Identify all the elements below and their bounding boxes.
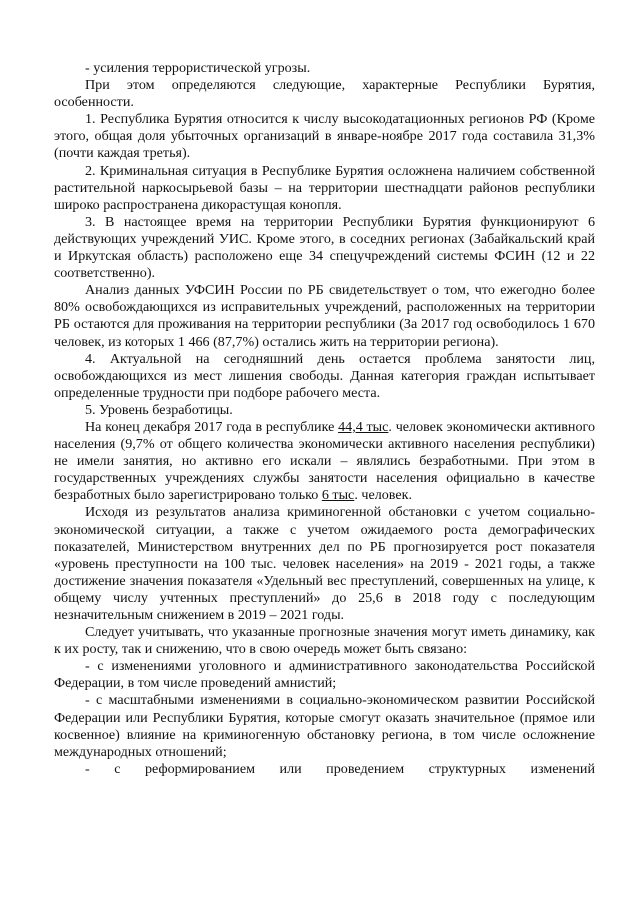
unemployment-figure-registered: 6 тыс <box>321 487 355 504</box>
paragraph-features-intro: При этом определяются следующие, характерные Республики Бурятия, особенности. <box>54 77 595 111</box>
paragraph-reform-changes: - с реформированием или проведением структурных изменений <box>85 760 595 777</box>
paragraph-unemployment <box>54 419 595 504</box>
paragraph-item-1: 1. Республика Бурятия относится к числу высокодатационных регионов РФ (Кроме этого, общая доля убыточных организаций в январе-ноябре 2017 года составила 31,3% (почти каждая третья). <box>54 111 595 162</box>
paragraph-item-4: 4. Актуальной на сегодняшний день остается проблема занятости лиц, освобождающихся из мест лишения свободы. Данная категория граждан испытывает определенные трудности при подборе рабочего места. <box>54 350 595 401</box>
document-body <box>54 60 595 778</box>
paragraph-item-5: 5. Уровень безработицы. <box>85 401 233 418</box>
unemployment-text-1: На конец декабря 2017 года в республике <box>85 418 339 435</box>
paragraph-item-3: 3. В настоящее время на территории Республики Бурятия функционируют 6 действующих учреждений УИС. Кроме этого, в соседних регионах (Забайкальский край и Иркутская область) расположено еще 34 спецучреждений системы ФСИН (12 и 22 соответственно). <box>54 213 595 282</box>
unemployment-figure-active: 44,4 тыс <box>338 418 389 435</box>
paragraph-ufsin-analysis: Анализ данных УФСИН России по РБ свидетельствует о том, что ежегодно более 80% освобождающихся из исправительных учреждений, расположенных на территории РБ остаются для проживания на территории республики (За 2017 год освободилось 1 670 человек, из которых 1 466 (87,7%) остались жить на территории региона). <box>54 282 595 350</box>
paragraph-legislation-changes: - с изменениями уголовного и административного законодательства Российской Федерации, в том числе проведений амнистий; <box>54 658 595 692</box>
unemployment-text-3: . человек. <box>354 487 412 504</box>
paragraph-item-2: 2. Криминальная ситуация в Республике Бурятия осложнена наличием собственной растительной наркосырьевой базы – на территории шестнадцати районов республики широко распространена дикорастущая конопля. <box>54 162 595 213</box>
paragraph-socioeconomic-changes: - с масштабными изменениями в социально-экономическом развитии Российской Федерации или Республики Бурятия, которые смогут оказать значительное (прямое или косвенное) влияние на криминогенную обстановку региона, в том числе осложнение международных отношений; <box>54 692 595 760</box>
unemployment-text-2: . человек экономически активного населения (9,7% от общего количества экономически активного населения республики) не имели занятия, но активно его искали – являлись безработными. При этом в государственных учреждениях службы занятости населения официально в качестве безработных было зарегистрировано только <box>54 418 595 504</box>
paragraph-crime-forecast: Исходя из результатов анализа криминогенной обстановки с учетом социально-экономической ситуации, а также с учетом ожидаемого роста демографических показателей, Министерством внутренних дел по РБ прогнозируется рост показателя «уровень преступности на 100 тыс. человек населения» на 2019 - 2021 годы, а также достижение значения показателя «Удельный вес преступлений, совершенных на улице, к общему числу учтенных преступлений» до 25,6 в 2018 году с последующим незначительным снижением в 2019 – 2021 годы. <box>54 504 595 623</box>
paragraph-forecast-dynamics: Следует учитывать, что указанные прогнозные значения могут иметь динамику, как к их росту, так и снижению, что в свою очередь может быть связано: <box>54 624 595 658</box>
paragraph-terror-threat: - усиления террористической угрозы. <box>85 60 311 76</box>
